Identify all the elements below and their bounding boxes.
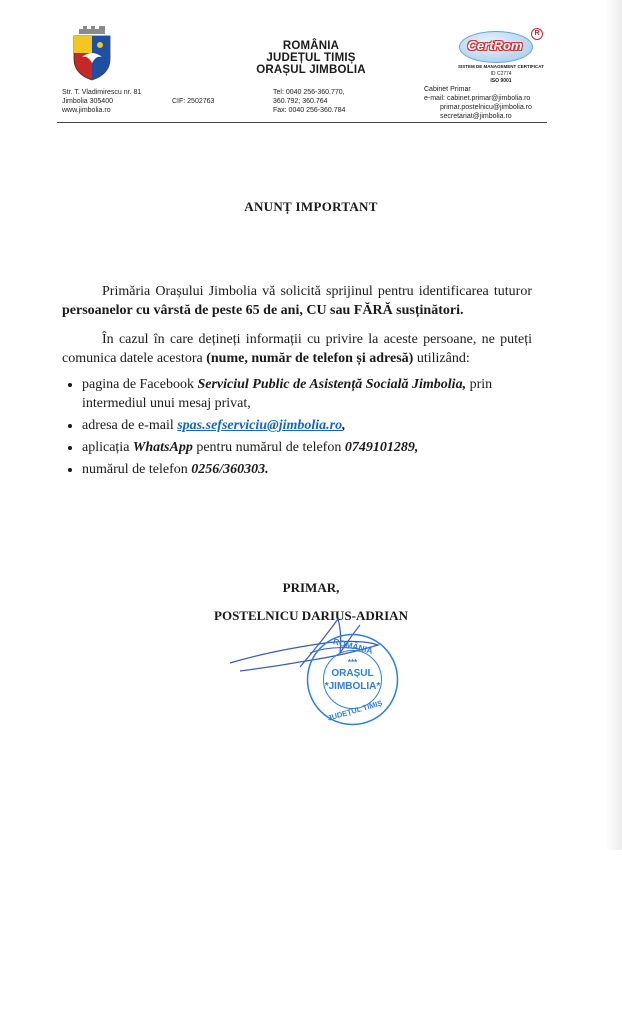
address-line1: Str. T. Vladimirescu nr. 81 [62, 89, 142, 96]
header-town: ORAȘUL JIMBOLIA [256, 64, 366, 76]
phone-line1: Tel: 0040 256-360.770, [273, 89, 345, 96]
stamp-line1: ORAȘUL [331, 668, 374, 679]
facebook-prefix: pagina de Facebook [82, 377, 198, 392]
stamp-stars: *** [347, 658, 358, 667]
intro-emphasis: persoanelor cu vârstă de peste 65 de ani, CU sau FĂRĂ susținători. [62, 303, 464, 318]
fax-number: Fax: 0040 256-360.784 [273, 107, 346, 114]
cabinet-email[interactable]: e-mail: cabinet.primar@jimbolia.ro [424, 95, 531, 102]
request-text: În cazul în care dețineți informații cu privire la aceste persoane, ne puteți comunica datele acestora [62, 332, 532, 366]
certrom-line3: ISO 9001 [490, 78, 512, 84]
whatsapp-label: WhatsApp [132, 440, 193, 455]
whatsapp-phone: 0749101289, [344, 440, 419, 455]
address-line2: Jimbolia 305400 [62, 98, 113, 105]
cif-number: CIF: 2502763 [172, 98, 215, 105]
email-link[interactable]: spas.sefserviciu@jimbolia.ro [177, 418, 343, 433]
request-end: utilizând: [413, 351, 470, 366]
primar-email[interactable]: primar.postelnicu@jimbolia.ro [440, 104, 532, 111]
stamp-bottom-text: JUDEȚUL TIMIȘ [326, 698, 384, 723]
list-item-whatsapp [82, 438, 552, 457]
facebook-page-name: Serviciul Public de Asistență Socială Jimbolia, [197, 377, 467, 392]
notice-title: ANUNȚ IMPORTANT [244, 199, 378, 214]
secretariat-email[interactable]: secretariat@jimbolia.ro [440, 113, 512, 120]
facebook-suffix: prin intermediul unui mesaj privat, [82, 377, 493, 411]
phone-line2: 360.792; 360.764 [273, 98, 328, 105]
cabinet-title: Cabinet Primar [424, 86, 471, 93]
phone-prefix: numărul de telefon [82, 462, 192, 477]
email-suffix: , [342, 418, 346, 433]
signature-role: PRIMAR, [282, 580, 340, 595]
paragraph-intro [62, 282, 532, 320]
paragraph-request [62, 330, 532, 368]
header-divider [57, 122, 547, 123]
stamp-top-text: ROMÂNIA [332, 636, 374, 656]
header-country: ROMÂNIA [282, 40, 340, 52]
signature-name: POSTELNICU DARIUS-ADRIAN [214, 608, 408, 623]
registered-mark-icon: R [531, 28, 543, 40]
list-item-facebook [82, 375, 552, 413]
certrom-line1: SISTEM DE MANAGEMENT CERTIFICAT [458, 64, 544, 69]
list-item-phone [82, 460, 552, 479]
official-stamp [305, 632, 400, 727]
certrom-logo-text: CertRom [467, 38, 523, 53]
phone-number: 0256/360303. [191, 462, 269, 477]
certrom-line2: ID C2774 [490, 71, 512, 77]
contact-methods-list [62, 375, 552, 482]
request-emphasis: (nume, număr de telefon și adresă) [206, 351, 414, 366]
website-link[interactable]: www.jimbolia.ro [62, 107, 111, 114]
stamp-line2: *JIMBOLIA* [324, 681, 381, 692]
certrom-logo [455, 28, 547, 88]
email-prefix: adresa de e-mail [82, 418, 178, 433]
header-county: JUDEȚUL TIMIȘ [266, 52, 356, 64]
whatsapp-mid: pentru numărul de telefon [192, 440, 345, 455]
list-item-email [82, 416, 552, 435]
whatsapp-prefix: aplicația [82, 440, 133, 455]
intro-text: Primăria Orașului Jimbolia vă solicită sprijinul pentru identificarea tuturor [102, 284, 532, 299]
page-edge-shadow [606, 0, 622, 850]
